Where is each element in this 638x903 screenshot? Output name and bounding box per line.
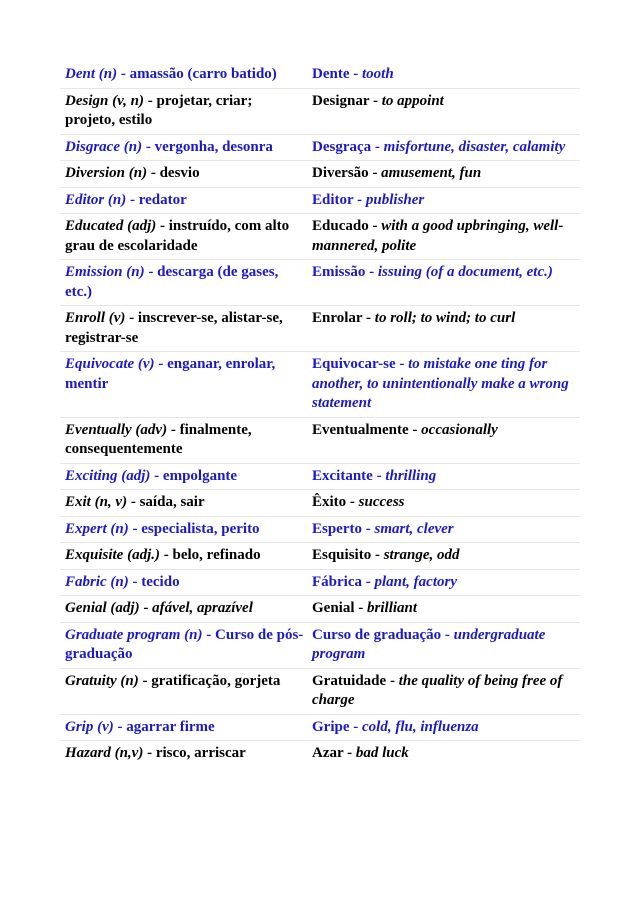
- table-row: [60, 214, 580, 260]
- portuguese-translation: especialista, perito: [141, 520, 260, 537]
- portuguese-term: Desgraça: [312, 138, 372, 155]
- english-cell: Editor (n) - redator: [60, 187, 306, 214]
- portuguese-cell: Gratuidade - the quality of being free of charge: [306, 668, 580, 714]
- table-row: [60, 161, 580, 188]
- english-meaning: tooth: [362, 66, 394, 82]
- english-cell: Equivocate (v) - enganar, enrolar, mentir: [60, 352, 306, 418]
- portuguese-term: Designar: [312, 92, 370, 109]
- portuguese-translation: tecido: [141, 573, 180, 590]
- portuguese-term: Esquisito: [312, 547, 372, 563]
- table-row: [60, 668, 580, 714]
- portuguese-term: Êxito: [312, 494, 347, 510]
- english-term: Genial (adj): [65, 600, 140, 616]
- english-cell: Graduate program (n) - Curso de pós-graduação: [60, 622, 306, 668]
- english-term: Exit (n, v): [65, 494, 128, 510]
- portuguese-term: Esperto: [312, 520, 362, 537]
- english-meaning: plant, factory: [374, 573, 457, 590]
- table-row: [60, 622, 580, 668]
- portuguese-term: Azar: [312, 745, 344, 761]
- portuguese-term: Gratuidade: [312, 672, 387, 689]
- portuguese-cell: Emissão - issuing (of a document, etc.): [306, 260, 580, 306]
- portuguese-term: Excitante: [312, 467, 373, 484]
- table-row: [60, 569, 580, 596]
- english-cell: Design (v, n) - projetar, criar; projeto, estilo: [60, 88, 306, 134]
- english-cell: Hazard (n,v) - risco, arriscar: [60, 741, 306, 767]
- vocabulary-page: [60, 62, 580, 767]
- english-cell: Emission (n) - descarga (de gases, etc.): [60, 260, 306, 306]
- english-term: Equivocate (v): [65, 356, 155, 372]
- english-cell: Exciting (adj) - empolgante: [60, 463, 306, 490]
- english-term: Grip (v): [65, 718, 114, 735]
- portuguese-translation: empolgante: [162, 467, 238, 484]
- portuguese-translation: Curso de pós-graduação: [65, 626, 304, 662]
- portuguese-term: Emissão: [312, 264, 366, 280]
- portuguese-cell: Gripe - cold, flu, influenza: [306, 714, 580, 741]
- english-cell: Enroll (v) - inscrever-se, alistar-se, registrar-se: [60, 306, 306, 352]
- english-meaning: the quality of being free of charge: [312, 672, 563, 708]
- table-row: [60, 463, 580, 490]
- english-meaning: thrilling: [385, 467, 437, 484]
- portuguese-translation: desvio: [159, 165, 200, 181]
- portuguese-cell: Fábrica - plant, factory: [306, 569, 580, 596]
- portuguese-translation: saída, sair: [139, 494, 205, 510]
- english-meaning: occasionally: [421, 421, 498, 438]
- english-cell: Exit (n, v) - saída, sair: [60, 490, 306, 517]
- portuguese-translation: descarga (de gases, etc.): [65, 264, 279, 300]
- english-meaning: to appoint: [381, 92, 444, 109]
- table-body: [60, 62, 580, 767]
- portuguese-translation: redator: [138, 191, 187, 208]
- english-meaning: issuing (of a document, etc.): [377, 264, 553, 280]
- english-meaning: misfortune, disaster, calamity: [383, 138, 566, 155]
- portuguese-cell: Educado - with a good upbringing, well-mannered, polite: [306, 214, 580, 260]
- portuguese-term: Eventualmente: [312, 421, 409, 438]
- portuguese-translation: agarrar firme: [126, 718, 215, 735]
- portuguese-term: Genial: [312, 600, 355, 616]
- english-meaning: to mistake one ting for another, to unintentionally make a wrong statement: [312, 356, 569, 411]
- english-cell: Disgrace (n) - vergonha, desonra: [60, 134, 306, 161]
- table-row: [60, 490, 580, 517]
- portuguese-cell: Azar - bad luck: [306, 741, 580, 767]
- portuguese-term: Curso de graduação: [312, 626, 442, 643]
- portuguese-term: Editor: [312, 191, 354, 208]
- portuguese-cell: Curso de graduação - undergraduate program: [306, 622, 580, 668]
- portuguese-cell: Esperto - smart, clever: [306, 516, 580, 543]
- portuguese-translation: belo, refinado: [172, 547, 261, 563]
- portuguese-translation: instruído, com alto grau de escolaridade: [65, 218, 290, 254]
- english-cell: Genial (adj) - afável, aprazível: [60, 596, 306, 623]
- table-row: [60, 62, 580, 88]
- table-row: [60, 741, 580, 767]
- portuguese-cell: Desgraça - misfortune, disaster, calamity: [306, 134, 580, 161]
- portuguese-translation: finalmente, consequentemente: [65, 421, 252, 457]
- english-meaning: publisher: [365, 191, 425, 208]
- portuguese-translation: gratificação, gorjeta: [151, 672, 281, 689]
- table-row: [60, 260, 580, 306]
- english-term: Exciting (adj): [65, 467, 151, 484]
- false-friends-table: [60, 62, 580, 767]
- table-row: [60, 134, 580, 161]
- table-row: [60, 516, 580, 543]
- table-row: [60, 187, 580, 214]
- english-meaning: success: [358, 494, 405, 510]
- english-term: Gratuity (n): [65, 672, 139, 689]
- english-meaning: bad luck: [355, 745, 409, 761]
- english-term: Disgrace (n): [65, 138, 143, 155]
- portuguese-term: Dente: [312, 66, 350, 82]
- portuguese-term: Educado: [312, 218, 369, 234]
- portuguese-translation: risco, arriscar: [155, 745, 246, 761]
- table-row: [60, 543, 580, 570]
- english-term: Editor (n): [65, 191, 127, 208]
- english-term: Graduate program (n): [65, 626, 203, 643]
- portuguese-cell: Eventualmente - occasionally: [306, 417, 580, 463]
- english-term: Eventually (adv): [65, 421, 168, 438]
- english-meaning: smart, clever: [374, 520, 454, 537]
- english-meaning: strange, odd: [383, 547, 460, 563]
- table-row: [60, 352, 580, 418]
- english-cell: Gratuity (n) - gratificação, gorjeta: [60, 668, 306, 714]
- english-cell: Exquisite (adj.) - belo, refinado: [60, 543, 306, 570]
- portuguese-translation: enganar, enrolar, mentir: [65, 356, 276, 392]
- portuguese-translation: amassão (carro batido): [129, 66, 277, 82]
- english-cell: Eventually (adv) - finalmente, consequentemente: [60, 417, 306, 463]
- portuguese-cell: Excitante - thrilling: [306, 463, 580, 490]
- portuguese-term: Equivocar-se: [312, 356, 396, 372]
- english-meaning: amusement, fun: [381, 165, 482, 181]
- table-row: [60, 596, 580, 623]
- portuguese-cell: Êxito - success: [306, 490, 580, 517]
- english-meaning: with a good upbringing, well-mannered, polite: [312, 218, 564, 254]
- table-row: [60, 88, 580, 134]
- english-cell: Educated (adj) - instruído, com alto grau de escolaridade: [60, 214, 306, 260]
- portuguese-term: Diversão: [312, 165, 369, 181]
- table-row: [60, 714, 580, 741]
- english-term: Diversion (n): [65, 165, 148, 181]
- portuguese-cell: Enrolar - to roll; to wind; to curl: [306, 306, 580, 352]
- portuguese-cell: Genial - brilliant: [306, 596, 580, 623]
- english-term: Expert (n): [65, 520, 129, 537]
- portuguese-cell: Diversão - amusement, fun: [306, 161, 580, 188]
- portuguese-translation: afável, aprazível: [152, 600, 253, 616]
- english-term: Exquisite (adj.): [65, 547, 161, 563]
- english-term: Emission (n): [65, 264, 145, 280]
- portuguese-cell: Designar - to appoint: [306, 88, 580, 134]
- english-term: Enroll (v): [65, 310, 126, 326]
- portuguese-cell: Equivocar-se - to mistake one ting for another, to unintentionally make a wrong statement: [306, 352, 580, 418]
- english-term: Dent (n): [65, 66, 118, 82]
- portuguese-translation: vergonha, desonra: [154, 138, 273, 155]
- table-row: [60, 417, 580, 463]
- portuguese-cell: Dente - tooth: [312, 66, 394, 82]
- table-row: [60, 306, 580, 352]
- english-cell: Dent (n) - amassão (carro batido): [65, 66, 277, 82]
- portuguese-translation: projetar, criar; projeto, estilo: [65, 92, 253, 128]
- english-term: Educated (adj): [65, 218, 157, 234]
- english-meaning: cold, flu, influenza: [362, 718, 479, 735]
- portuguese-cell: Editor - publisher: [306, 187, 580, 214]
- english-term: Hazard (n,v): [65, 745, 144, 761]
- english-term: Design (v, n): [65, 92, 145, 109]
- english-cell: Grip (v) - agarrar firme: [60, 714, 306, 741]
- english-meaning: undergraduate program: [312, 626, 546, 662]
- english-cell: Expert (n) - especialista, perito: [60, 516, 306, 543]
- portuguese-translation: inscrever-se, alistar-se, registrar-se: [65, 310, 283, 346]
- portuguese-term: Enrolar: [312, 310, 363, 326]
- portuguese-term: Fábrica: [312, 573, 362, 590]
- english-cell: Fabric (n) - tecido: [60, 569, 306, 596]
- portuguese-cell: Esquisito - strange, odd: [306, 543, 580, 570]
- english-meaning: to roll; to wind; to curl: [374, 310, 516, 326]
- english-term: Fabric (n): [65, 573, 129, 590]
- english-cell: Diversion (n) - desvio: [60, 161, 306, 188]
- portuguese-term: Gripe: [312, 718, 350, 735]
- english-meaning: brilliant: [367, 600, 418, 616]
